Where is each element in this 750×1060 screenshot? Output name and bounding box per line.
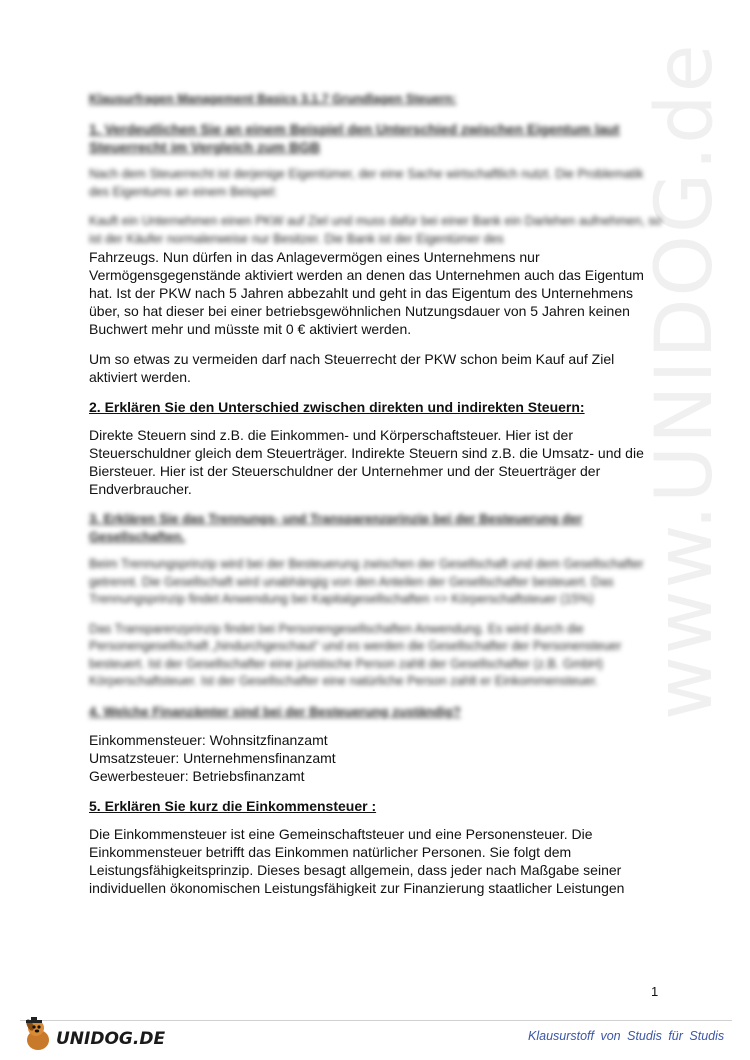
text-line: aktiviert werden.	[89, 369, 191, 385]
unidog-logo	[22, 1012, 165, 1052]
question-3-paragraph-2: Das Transparenzprinzip findet bei Personengesellschaften Anwendung. Es wird durch die Personengesellschaft „hindurchgeschaut“ und es werden die Gesellschafter der Personensteuer besteuert. Ist der Gesellschafter eine juristische Person zahlt der Gesellschafter (z.B. GmbH) Körperschaftsteuer. Ist der Gesellschafter eine natürliche Person zahlt er Einkommensteuer.	[89, 621, 622, 688]
text-line: über, so hat dieser bei einer betriebsgewöhnlichen Nutzungsdauer von 5 Jahren keinen	[89, 303, 630, 319]
question-4-heading: 4. Welche Finanzämter sind bei der Besteuerung zuständig?	[89, 703, 461, 719]
question-2-answer	[89, 426, 667, 498]
text-line: Vermögensgegenstände aktiviert werden an denen das Unternehmen auch das Eigentum	[89, 267, 644, 283]
question-3-paragraph-1: Beim Trennungsprinzip wird bei der Besteuerung zwischen der Gesellschaft und dem Gesellschafter getrennt. Die Gesellschaft wird unabhängig von den Anteilen der Gesellschafter besteuert. Das Trennungsprinzip findet Anwendung bei Kapitalgesellschaften => Körperschaftsteuer (15%)	[89, 557, 644, 606]
question-2-heading: 2. Erklären Sie den Unterschied zwischen direkten und indirekten Steuern:	[89, 399, 585, 415]
question-4-answer	[89, 731, 667, 785]
text-line: Direkte Steuern sind z.B. die Einkommen- und Körperschaftsteuer. Hier ist der	[89, 427, 573, 443]
question-5-answer	[89, 825, 667, 897]
text-line: Leistungsfähigkeitsprinzip. Dieses besagt allgemein, dass jeder nach Maßgabe seiner	[89, 861, 622, 878]
question-1-paragraph-3	[89, 350, 667, 386]
dog-mascot-icon	[22, 1016, 54, 1052]
question-1-paragraph-2-blurred: Kauft ein Unternehmen einen PKW auf Ziel und muss dafür bei einer Bank ein Darlehen aufnehmen, so ist der Käufer normalerweise nur Besitzer. Die Bank ist der Eigentümer des	[89, 214, 662, 246]
question-3-heading: 3. Erklären Sie das Trennungs- und Transparenzprinzip bei der Besteuerung der Gesellschaften.	[89, 511, 583, 544]
footer-tagline: Klausurstoff von Studis für Studis	[528, 1029, 725, 1043]
text-line: Einkommensteuer betrifft das Einkommen natürlicher Personen. Sie folgt dem	[89, 843, 572, 860]
watermark: www.UNIDOG.de	[640, 42, 730, 720]
text-line: Gewerbesteuer: Betriebsfinanzamt	[89, 767, 305, 784]
document-content	[89, 90, 667, 909]
text-line: Endverbraucher.	[89, 481, 192, 497]
question-1-heading: 1. Verdeutlichen Sie an einem Beispiel den Unterschied zwischen Eigentum laut Steuerrecht im Vergleich zum BGB	[89, 121, 620, 155]
text-line: Um so etwas zu vermeiden darf nach Steuerrecht der PKW schon beim Kauf auf Ziel	[89, 351, 615, 367]
question-1-paragraph-2	[89, 213, 667, 338]
text-line: Biersteuer. Hier ist der Steuerschuldner der Unternehmer und der Steuerträger der	[89, 463, 601, 479]
text-line: Steuerschuldner gleich dem Steuerträger. Indirekte Steuern sind z.B. die Umsatz- und die	[89, 445, 644, 461]
text-line: Fahrzeugs. Nun dürfen in das Anlagevermögen eines Unternehmens nur	[89, 249, 540, 265]
text-line: Buchwert mehr und müsste mit 0 € aktiviert werden.	[89, 321, 412, 337]
question-1-paragraph-1: Nach dem Steuerrecht ist derjenige Eigentümer, der eine Sache wirtschaftlich nutzt. Die Problematik des Eigentums an einem Beispiel:	[89, 167, 644, 199]
page-number: 1	[651, 984, 659, 999]
text-line: hat. Ist der PKW nach 5 Jahren abbezahlt und geht in das Eigentum des Unternehmens	[89, 285, 633, 301]
text-line: Umsatzsteuer: Unternehmensfinanzamt	[89, 749, 336, 766]
text-line: Einkommensteuer: Wohnsitzfinanzamt	[89, 731, 328, 748]
text-line: Die Einkommensteuer ist eine Gemeinschaftsteuer und eine Personensteuer. Die	[89, 825, 593, 842]
question-5-heading: 5. Erklären Sie kurz die Einkommensteuer :	[89, 797, 377, 814]
question-1-paragraph-2-lines	[89, 248, 667, 338]
document-title: Klausurfragen Management Basics 3.1.7 Grundlagen Steuern:	[89, 92, 457, 106]
logo-text: UNIDOG.DE	[56, 1029, 166, 1049]
text-line: individuellen ökonomischen Leistungsfähigkeit zur Finanzierung staatlicher Leistungen	[89, 879, 625, 896]
